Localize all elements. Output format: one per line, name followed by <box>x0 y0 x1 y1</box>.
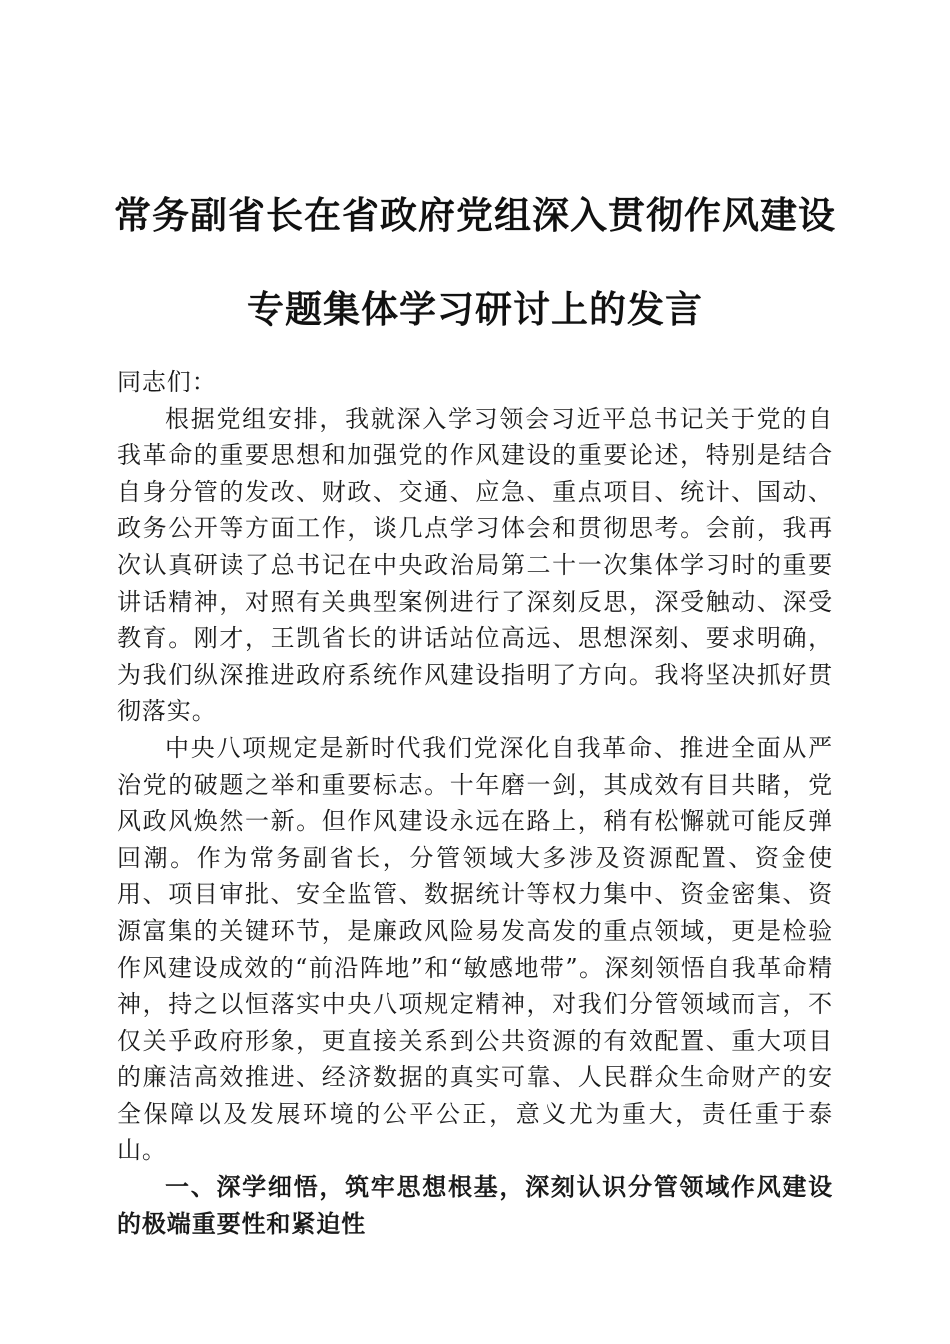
paragraph-eight-rules: 中央八项规定是新时代我们党深化自我革命、推进全面从严治党的破题之举和重要标志。十年磨一剑，其成效有目共睹，党风政风焕然一新。但作风建设永远在路上，稍有松懈就可能反弹回潮。作为常务副省长，分管领域大多涉及资源配置、资金使用、项目审批、安全监管、数据统计等权力集中、资金密集、资源富集的关键环节，是廉政风险易发高发的重点领域，更是检验作风建设成效的“前沿阵地”和“敏感地带”。深刻领悟自我革命精神，持之以恒落实中央八项规定精神，对我们分管领域而言，不仅关乎政府形象，更直接关系到公共资源的有效配置、重大项目的廉洁高效推进、经济数据的真实可靠、人民群众生命财产的安全保障以及发展环境的公平公正，意义尤为重大，责任重于泰山。 <box>117 733 833 1165</box>
section-heading-1: 一、深学细悟，筑牢思想根基，深刻认识分管领域作风建设的极端重要性和紧迫性 <box>117 1173 833 1238</box>
salutation: 同志们： <box>117 368 217 396</box>
document-body <box>117 364 833 1242</box>
paragraph-intro: 根据党组安排，我就深入学习领会习近平总书记关于党的自我革命的重要思想和加强党的作风建设的重要论述，特别是结合自身分管的发改、财政、交通、应急、重点项目、统计、国动、政务公开等方面工作，谈几点学习体会和贯彻思考。会前，我再次认真研读了总书记在中央政治局第二十一次集体学习时的重要讲话精神，对照有关典型案例进行了深刻反思，深受触动、深受教育。刚才，王凯省长的讲话站位高远、思想深刻、要求明确，为我们纵深推进政府系统作风建设指明了方向。我将坚决抓好贯彻落实。 <box>117 404 833 726</box>
document-title: 常务副省长在省政府党组深入贯彻作风建设专题集体学习研讨上的发言 <box>114 193 836 331</box>
